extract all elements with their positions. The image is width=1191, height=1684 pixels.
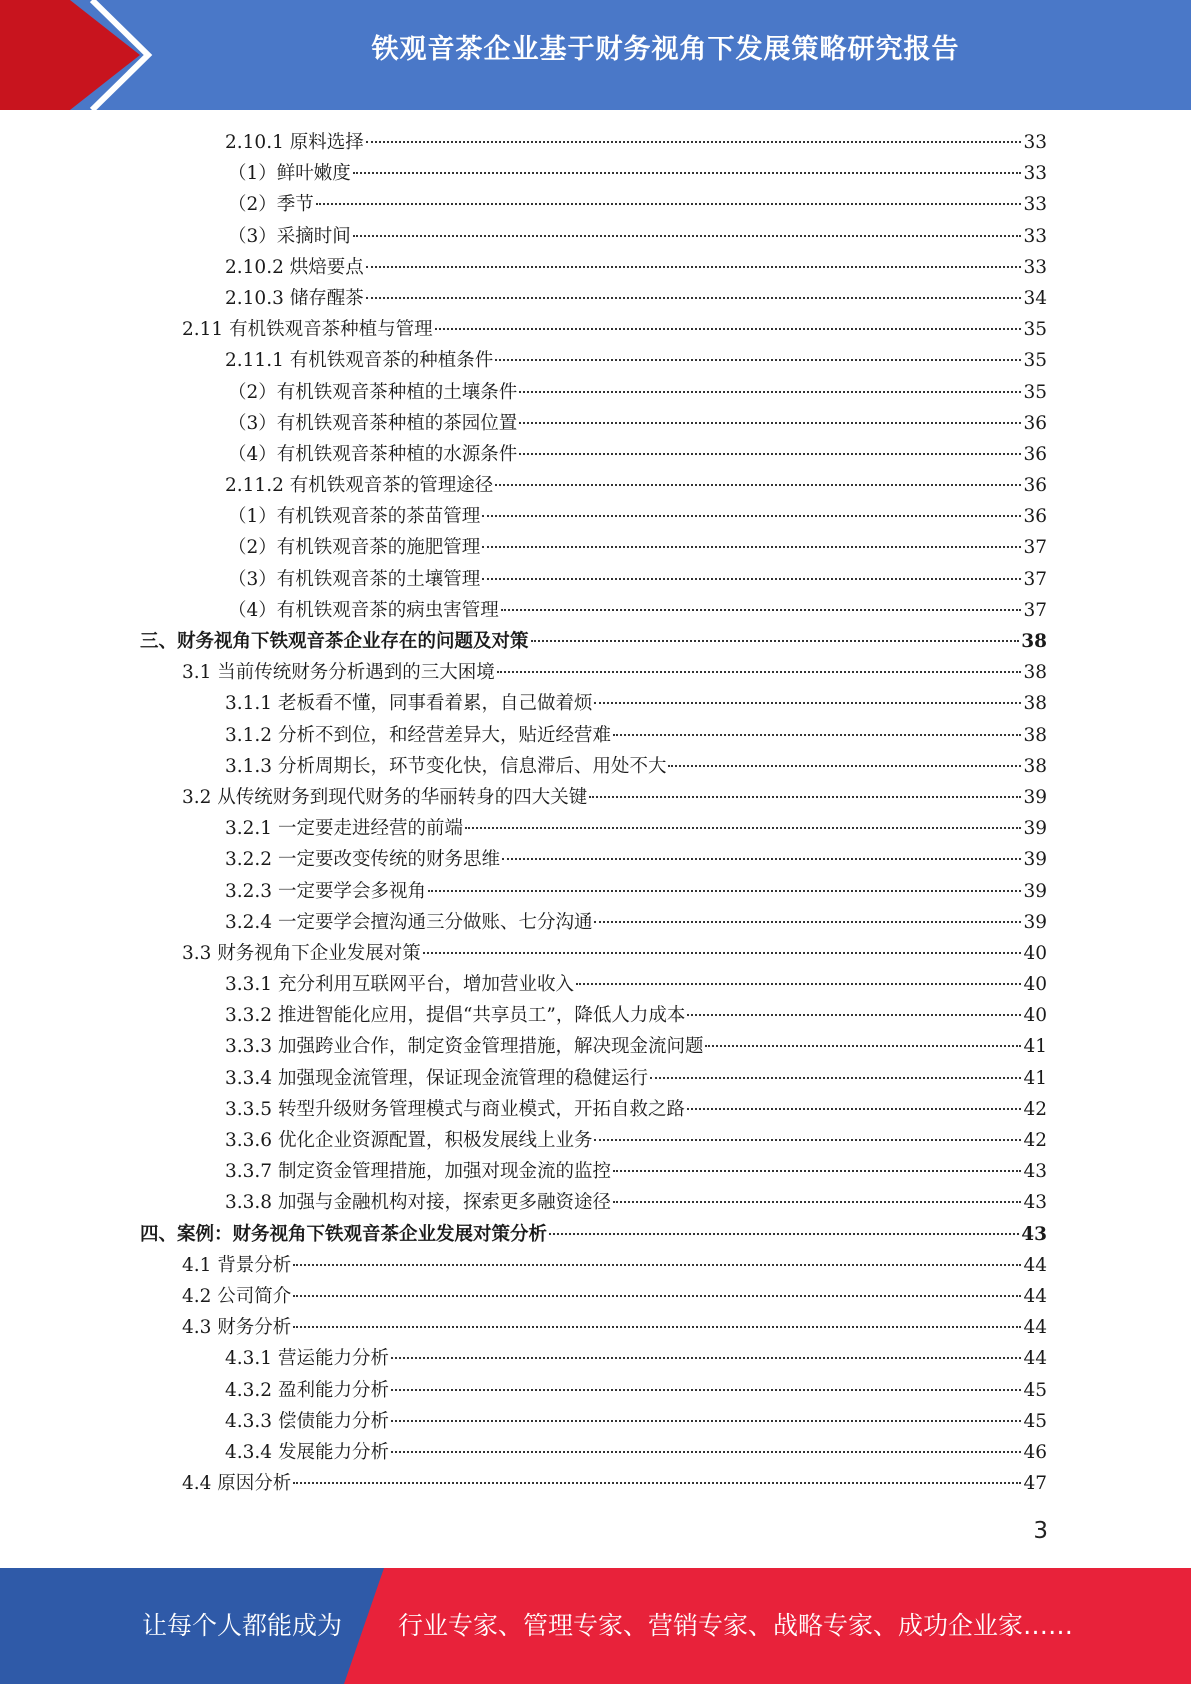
toc-leader-dots bbox=[482, 578, 1021, 580]
toc-entry[interactable] bbox=[140, 283, 1047, 314]
toc-leader-dots bbox=[495, 359, 1021, 361]
toc-entry-page: 44 bbox=[1023, 1285, 1047, 1307]
toc-entry[interactable] bbox=[140, 127, 1047, 158]
toc-entry[interactable] bbox=[140, 189, 1047, 220]
toc-leader-dots bbox=[435, 328, 1022, 330]
toc-entry-title: 4.3 财务分析 bbox=[182, 1317, 292, 1339]
toc-entry-title: （3）有机铁观音茶种植的茶园位置 bbox=[228, 412, 518, 434]
toc-entry-title: 4.2 公司简介 bbox=[182, 1285, 292, 1307]
toc-leader-dots bbox=[293, 1482, 1021, 1484]
toc-entry[interactable] bbox=[140, 626, 1047, 657]
toc-entry[interactable] bbox=[140, 1343, 1047, 1374]
toc-entry[interactable] bbox=[140, 1031, 1047, 1062]
toc-leader-dots bbox=[353, 172, 1022, 174]
footer-slogan-right: 行业专家、管理专家、营销专家、战略专家、成功企业家…… bbox=[398, 1611, 1074, 1640]
toc-entry-title: 3.2.2 一定要改变传统的财务思维 bbox=[225, 849, 500, 871]
toc-leader-dots bbox=[687, 1108, 1021, 1110]
toc-entry-title: 3.2.4 一定要学会擅沟通三分做账、七分沟通 bbox=[225, 911, 593, 933]
toc-leader-dots bbox=[316, 203, 1022, 205]
toc-entry-page: 45 bbox=[1023, 1379, 1047, 1401]
toc-entry-page: 44 bbox=[1023, 1317, 1047, 1339]
report-title: 铁观音茶企业基于财务视角下发展策略研究报告 bbox=[371, 34, 960, 65]
toc-entry[interactable] bbox=[140, 345, 1047, 376]
toc-entry-page: 46 bbox=[1023, 1441, 1047, 1463]
toc-entry-title: （3）采摘时间 bbox=[228, 225, 351, 247]
toc-leader-dots bbox=[391, 1420, 1021, 1422]
toc-entry-title: 4.3.3 偿债能力分析 bbox=[225, 1410, 389, 1432]
toc-entry[interactable] bbox=[140, 844, 1047, 875]
toc-entry-title: 3.3.7 制定资金管理措施，加强对现金流的监控 bbox=[225, 1161, 611, 1183]
toc-entry[interactable] bbox=[140, 1094, 1047, 1125]
toc-entry-title: 2.10.1 原料选择 bbox=[225, 132, 364, 153]
toc-entry-title: 3.1.1 老板看不懂，同事看着累，自己做着烦 bbox=[225, 693, 593, 715]
toc-leader-dots bbox=[589, 796, 1021, 798]
toc-entry-title: 3.3 财务视角下企业发展对策 bbox=[182, 942, 421, 964]
toc-leader-dots bbox=[391, 1357, 1021, 1359]
toc-entry[interactable] bbox=[140, 1250, 1047, 1281]
toc-entry[interactable] bbox=[140, 595, 1047, 626]
toc-entry-page: 36 bbox=[1023, 412, 1047, 434]
toc-leader-dots bbox=[519, 422, 1021, 424]
toc-entry-page: 45 bbox=[1023, 1410, 1047, 1432]
toc-entry-page: 38 bbox=[1023, 755, 1047, 777]
toc-leader-dots bbox=[293, 1326, 1021, 1328]
toc-entry-title: 3.3.3 加强跨业合作，制定资金管理措施，解决现金流问题 bbox=[225, 1036, 704, 1058]
toc-leader-dots bbox=[531, 640, 1020, 642]
toc-leader-dots bbox=[668, 765, 1021, 767]
toc-leader-dots bbox=[482, 546, 1021, 548]
toc-entry-page: 33 bbox=[1023, 163, 1047, 185]
table-of-contents bbox=[140, 127, 1047, 1499]
toc-entry-page: 40 bbox=[1023, 974, 1047, 996]
toc-entry[interactable] bbox=[140, 377, 1047, 408]
toc-entry[interactable] bbox=[140, 688, 1047, 719]
toc-leader-dots bbox=[687, 1014, 1021, 1016]
toc-leader-dots bbox=[613, 1201, 1021, 1203]
toc-leader-dots bbox=[497, 671, 1022, 673]
page-number: 3 bbox=[1033, 1518, 1048, 1544]
toc-entry-title: 4.3.4 发展能力分析 bbox=[225, 1441, 389, 1463]
toc-entry-title: 3.3.4 加强现金流管理，保证现金流管理的稳健运行 bbox=[225, 1067, 648, 1089]
toc-entry-page: 40 bbox=[1023, 1005, 1047, 1027]
toc-leader-dots bbox=[650, 1077, 1021, 1079]
toc-leader-dots bbox=[366, 266, 1022, 268]
toc-leader-dots bbox=[705, 1045, 1021, 1047]
toc-leader-dots bbox=[482, 515, 1021, 517]
toc-leader-dots bbox=[366, 141, 1022, 143]
toc-entry-page: 36 bbox=[1023, 443, 1047, 465]
toc-entry-title: 3.3.8 加强与金融机构对接，探索更多融资途径 bbox=[225, 1192, 611, 1214]
toc-entry-page: 38 bbox=[1023, 662, 1047, 684]
toc-leader-dots bbox=[549, 1233, 1019, 1235]
page-header bbox=[0, 0, 1191, 110]
toc-entry-page: 37 bbox=[1023, 568, 1047, 590]
toc-entry-page: 33 bbox=[1023, 225, 1047, 247]
toc-entry-title: 3.2.1 一定要走进经营的前端 bbox=[225, 818, 463, 840]
toc-entry-page: 42 bbox=[1023, 1130, 1047, 1151]
toc-entry-page: 39 bbox=[1023, 911, 1047, 933]
toc-entry-page: 41 bbox=[1023, 1036, 1047, 1058]
toc-entry[interactable] bbox=[140, 907, 1047, 938]
toc-entry-page: 43 bbox=[1021, 1223, 1047, 1245]
toc-leader-dots bbox=[423, 952, 1022, 954]
toc-entry[interactable] bbox=[140, 1437, 1047, 1468]
toc-leader-dots bbox=[428, 890, 1021, 892]
toc-entry[interactable] bbox=[140, 221, 1047, 252]
toc-entry[interactable] bbox=[140, 1063, 1047, 1094]
toc-leader-dots bbox=[519, 391, 1021, 393]
toc-leader-dots bbox=[502, 858, 1021, 860]
toc-entry-page: 37 bbox=[1023, 599, 1047, 621]
toc-entry-page: 35 bbox=[1023, 381, 1047, 403]
toc-entry-page: 47 bbox=[1023, 1473, 1047, 1495]
toc-leader-dots bbox=[501, 609, 1022, 611]
toc-entry[interactable] bbox=[140, 564, 1047, 595]
toc-entry-page: 43 bbox=[1023, 1161, 1047, 1183]
toc-entry-title: （4）有机铁观音茶种植的水源条件 bbox=[228, 443, 518, 465]
toc-entry-page: 42 bbox=[1023, 1098, 1047, 1120]
toc-leader-dots bbox=[576, 983, 1021, 985]
toc-entry-title: 3.2 从传统财务到现代财务的华丽转身的四大关键 bbox=[182, 786, 588, 808]
toc-entry-page: 41 bbox=[1023, 1067, 1047, 1089]
toc-entry[interactable] bbox=[140, 938, 1047, 969]
toc-entry-title: 3.3.5 转型升级财务管理模式与商业模式，开拓自救之路 bbox=[225, 1098, 685, 1120]
toc-leader-dots bbox=[613, 1170, 1021, 1172]
toc-entry[interactable] bbox=[140, 408, 1047, 439]
toc-entry[interactable] bbox=[140, 158, 1047, 189]
toc-entry[interactable] bbox=[140, 532, 1047, 563]
toc-entry[interactable] bbox=[140, 1156, 1047, 1187]
toc-entry-title: 4.3.2 盈利能力分析 bbox=[225, 1379, 389, 1401]
toc-entry[interactable] bbox=[140, 1406, 1047, 1437]
toc-entry[interactable] bbox=[140, 1312, 1047, 1343]
toc-entry-title: 4.1 背景分析 bbox=[182, 1254, 292, 1276]
toc-leader-dots bbox=[594, 702, 1021, 704]
toc-entry-page: 38 bbox=[1021, 631, 1047, 652]
toc-entry-title: （3）有机铁观音茶的土壤管理 bbox=[228, 568, 481, 590]
toc-entry-page: 44 bbox=[1023, 1348, 1047, 1370]
toc-entry-page: 43 bbox=[1023, 1192, 1047, 1214]
toc-entry-title: （1）有机铁观音茶的茶苗管理 bbox=[228, 506, 481, 528]
toc-entry-title: 3.1.3 分析周期长，环节变化快，信息滞后、用处不大 bbox=[225, 755, 667, 777]
toc-entry[interactable] bbox=[140, 720, 1047, 751]
toc-entry[interactable] bbox=[140, 1125, 1047, 1156]
toc-entry[interactable] bbox=[140, 1468, 1047, 1499]
toc-entry[interactable] bbox=[140, 470, 1047, 501]
toc-entry[interactable] bbox=[140, 252, 1047, 283]
toc-leader-dots bbox=[353, 235, 1022, 237]
toc-entry-page: 44 bbox=[1023, 1254, 1047, 1276]
toc-entry[interactable] bbox=[140, 501, 1047, 532]
toc-entry[interactable] bbox=[140, 1375, 1047, 1406]
toc-entry-title: 3.3.2 推进智能化应用，提倡“共享员工”，降低人力成本 bbox=[225, 1005, 686, 1027]
toc-entry[interactable] bbox=[140, 1219, 1047, 1250]
toc-entry-page: 39 bbox=[1023, 849, 1047, 871]
toc-entry[interactable] bbox=[140, 657, 1047, 688]
toc-entry-title: （2）季节 bbox=[228, 194, 314, 216]
toc-entry-page: 36 bbox=[1023, 506, 1047, 528]
toc-leader-dots bbox=[519, 453, 1021, 455]
toc-entry[interactable] bbox=[140, 1000, 1047, 1031]
toc-entry-title: 2.11.1 有机铁观音茶的种植条件 bbox=[225, 350, 494, 372]
toc-entry[interactable] bbox=[140, 439, 1047, 470]
toc-entry-title: 四、案例：财务视角下铁观音茶企业发展对策分析 bbox=[140, 1223, 548, 1245]
toc-leader-dots bbox=[293, 1264, 1021, 1266]
toc-entry-title: 4.3.1 营运能力分析 bbox=[225, 1348, 389, 1370]
toc-entry[interactable] bbox=[140, 876, 1047, 907]
toc-entry-title: 3.3.6 优化企业资源配置，积极发展线上业务 bbox=[225, 1130, 593, 1151]
toc-entry-page: 37 bbox=[1023, 537, 1047, 559]
toc-entry[interactable] bbox=[140, 751, 1047, 782]
toc-entry-title: （2）有机铁观音茶种植的土壤条件 bbox=[228, 381, 518, 403]
toc-entry-page: 33 bbox=[1023, 132, 1047, 153]
toc-entry-title: 4.4 原因分析 bbox=[182, 1473, 292, 1495]
toc-leader-dots bbox=[293, 1295, 1021, 1297]
toc-entry[interactable] bbox=[140, 314, 1047, 345]
toc-entry-title: 3.1 当前传统财务分析遇到的三大困境 bbox=[182, 662, 495, 684]
toc-entry-title: 2.11 有机铁观音茶种植与管理 bbox=[182, 319, 433, 341]
toc-entry-page: 38 bbox=[1023, 693, 1047, 715]
toc-leader-dots bbox=[613, 734, 1021, 736]
toc-entry-title: 2.11.2 有机铁观音茶的管理途径 bbox=[225, 475, 494, 497]
toc-leader-dots bbox=[366, 297, 1022, 299]
toc-entry-page: 35 bbox=[1023, 350, 1047, 372]
toc-entry[interactable] bbox=[140, 969, 1047, 1000]
toc-leader-dots bbox=[594, 1139, 1021, 1141]
toc-entry-page: 33 bbox=[1023, 256, 1047, 278]
toc-entry-page: 33 bbox=[1023, 194, 1047, 216]
toc-entry-page: 39 bbox=[1023, 786, 1047, 808]
page-footer bbox=[0, 1568, 1191, 1684]
toc-entry[interactable] bbox=[140, 813, 1047, 844]
toc-leader-dots bbox=[495, 484, 1021, 486]
toc-entry-title: 2.10.3 储存醒茶 bbox=[225, 287, 364, 309]
toc-entry-title: （4）有机铁观音茶的病虫害管理 bbox=[228, 599, 499, 621]
toc-leader-dots bbox=[594, 921, 1021, 923]
footer-slogan-left: 让每个人都能成为 bbox=[142, 1611, 343, 1640]
toc-entry-page: 38 bbox=[1023, 724, 1047, 746]
toc-entry-title: （2）有机铁观音茶的施肥管理 bbox=[228, 537, 481, 559]
toc-entry-page: 40 bbox=[1023, 942, 1047, 964]
toc-entry[interactable] bbox=[140, 782, 1047, 813]
toc-leader-dots bbox=[391, 1451, 1021, 1453]
toc-entry-title: 2.10.2 烘焙要点 bbox=[225, 256, 364, 278]
toc-leader-dots bbox=[465, 827, 1021, 829]
toc-entry[interactable] bbox=[140, 1187, 1047, 1218]
toc-entry-title: 三、财务视角下铁观音茶企业存在的问题及对策 bbox=[140, 631, 529, 652]
toc-entry-page: 36 bbox=[1023, 475, 1047, 497]
toc-entry-title: （1）鲜叶嫩度 bbox=[228, 163, 351, 185]
toc-entry[interactable] bbox=[140, 1281, 1047, 1312]
toc-entry-page: 39 bbox=[1023, 818, 1047, 840]
toc-entry-title: 3.1.2 分析不到位，和经营差异大，贴近经营难 bbox=[225, 724, 611, 746]
toc-entry-page: 34 bbox=[1023, 287, 1047, 309]
toc-entry-page: 35 bbox=[1023, 319, 1047, 341]
toc-entry-page: 39 bbox=[1023, 880, 1047, 902]
toc-entry-title: 3.2.3 一定要学会多视角 bbox=[225, 880, 426, 902]
toc-leader-dots bbox=[391, 1389, 1021, 1391]
toc-entry-title: 3.3.1 充分利用互联网平台，增加营业收入 bbox=[225, 974, 574, 996]
